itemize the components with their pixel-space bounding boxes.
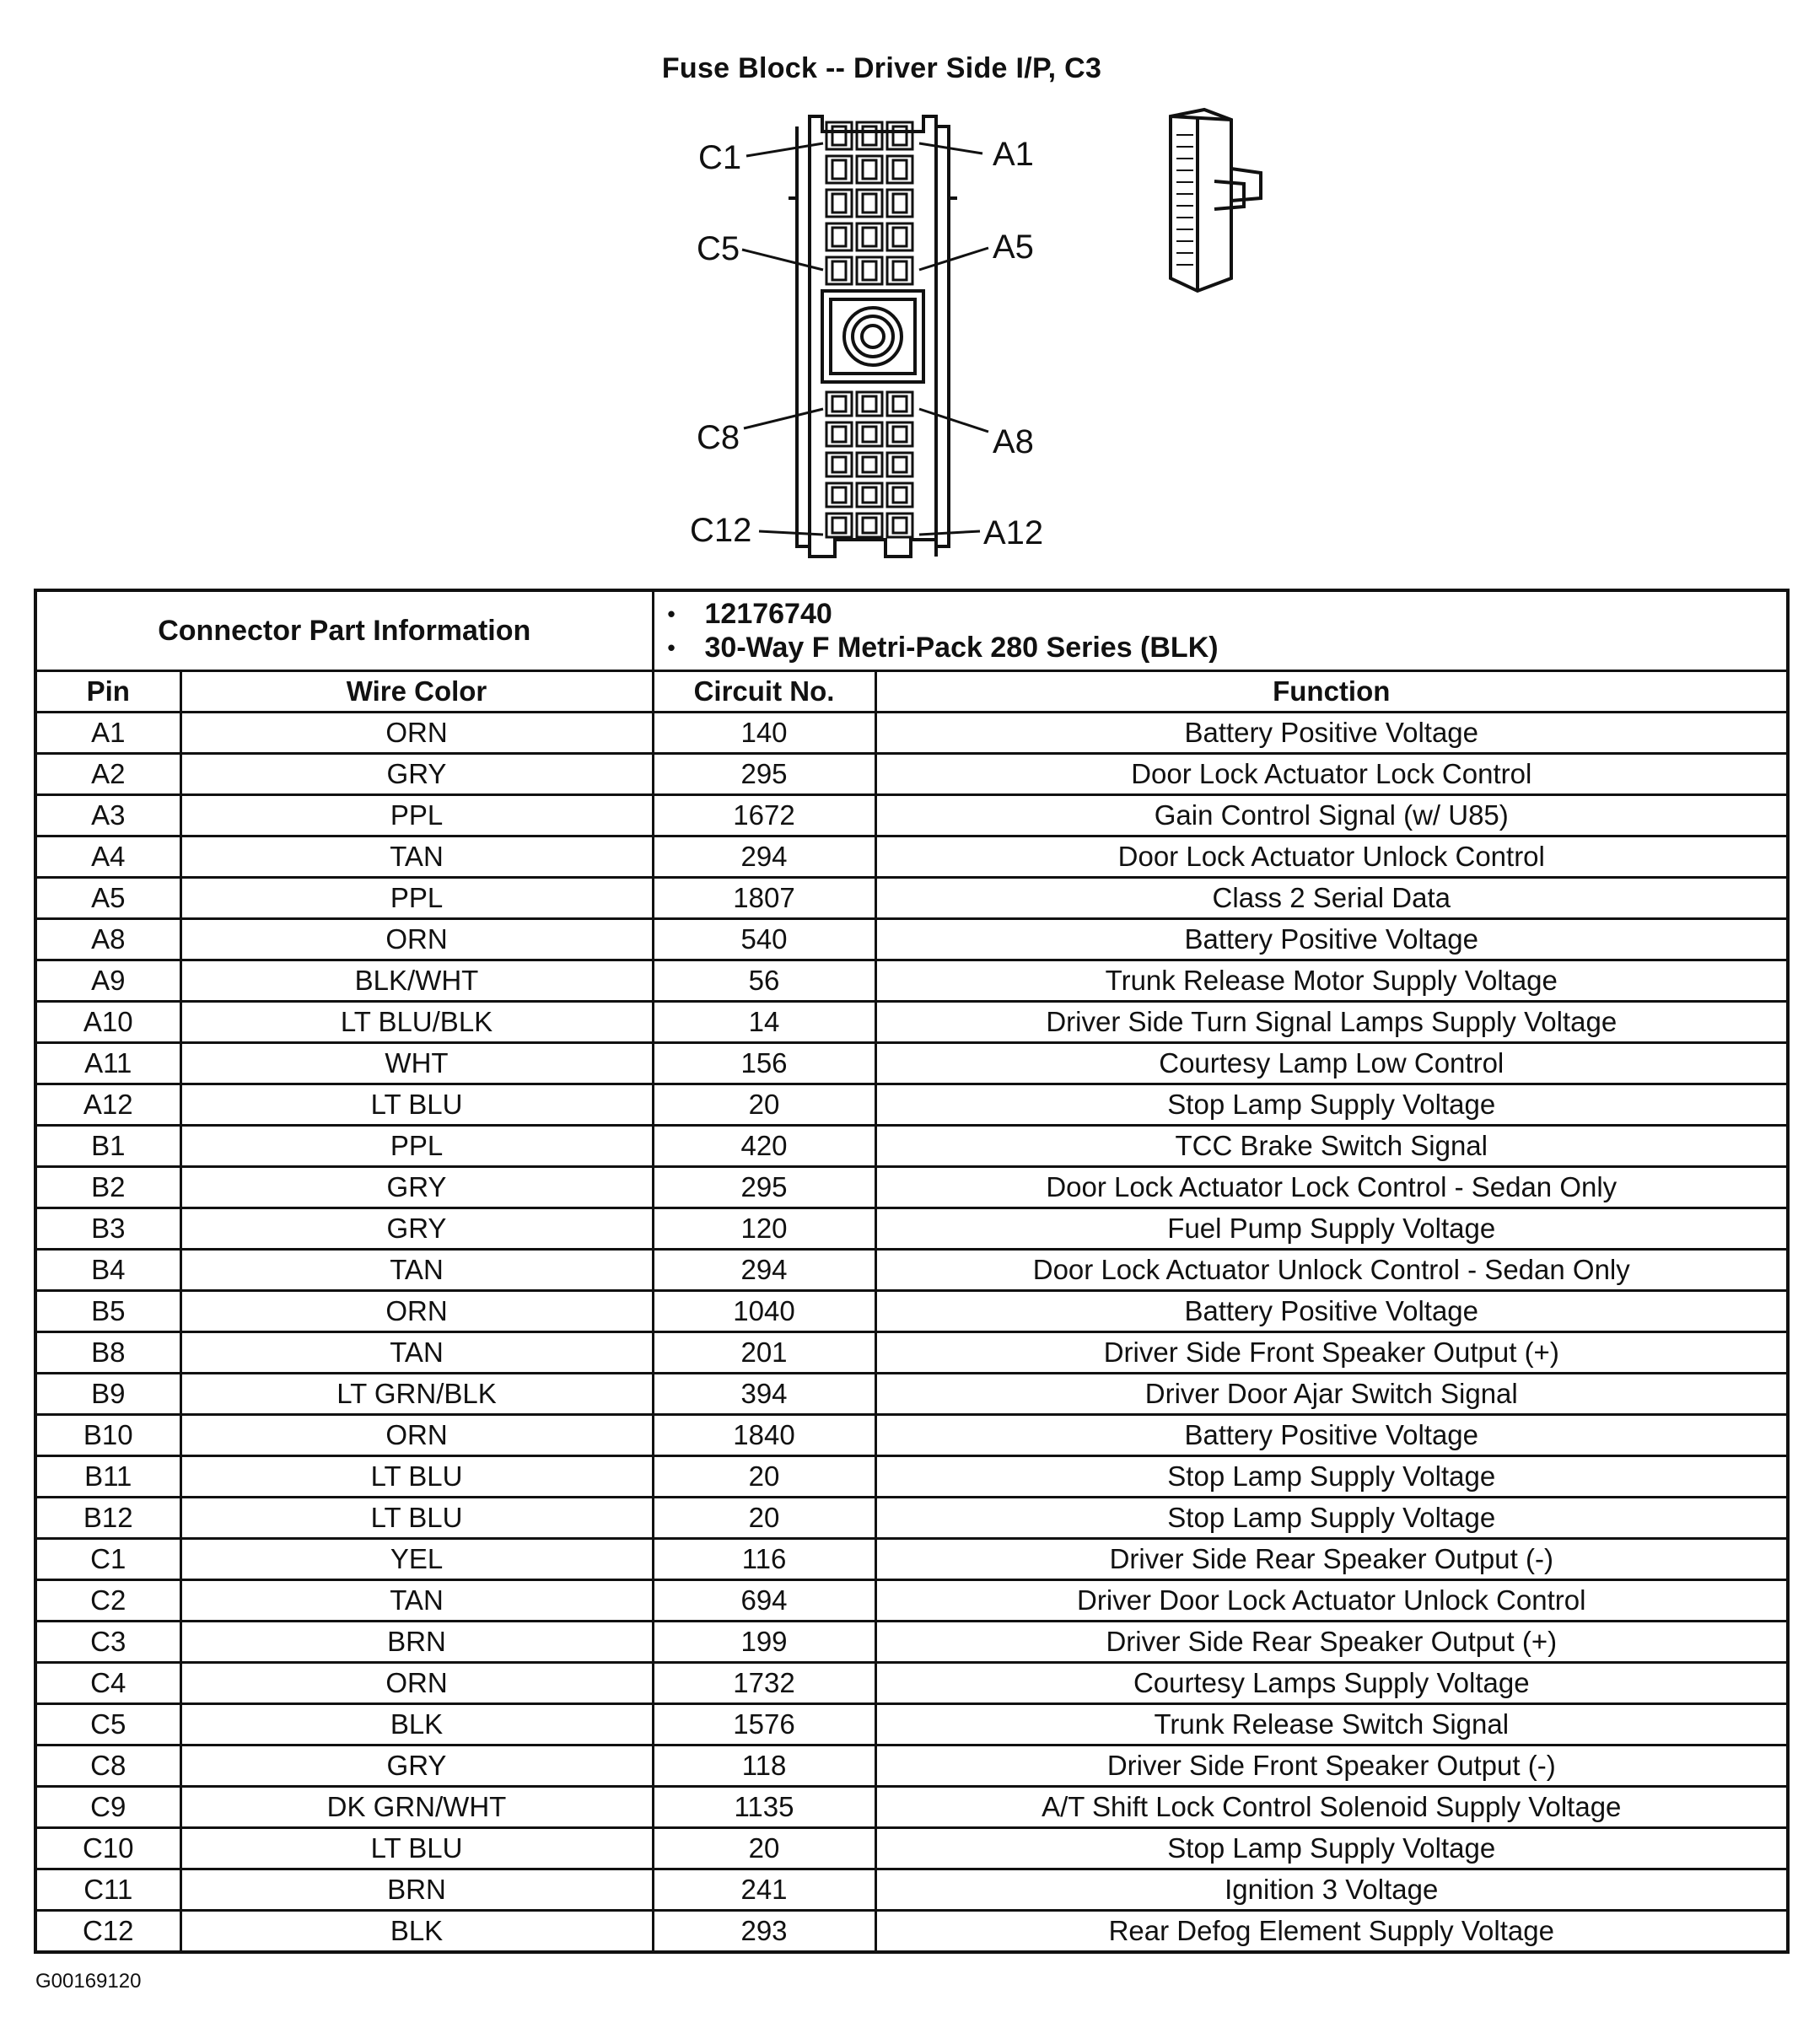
connector-part-number: • 12176740: [705, 597, 1787, 631]
table-row: [35, 1374, 1788, 1415]
table-row: [35, 1869, 1788, 1911]
table-row: [35, 713, 1788, 754]
connector-info-row: [35, 590, 1788, 671]
connector-info-items: [653, 590, 1788, 671]
pin-cell: B5: [35, 1291, 180, 1332]
pin-cell: C11: [35, 1869, 180, 1911]
callout-c1: C1: [698, 139, 742, 176]
table-row: [35, 1456, 1788, 1498]
table-row: [35, 1828, 1788, 1869]
function-cell: A/T Shift Lock Control Solenoid Supply Voltage: [875, 1787, 1788, 1828]
callout-c8: C8: [697, 419, 740, 456]
circuit-cell: 394: [653, 1374, 875, 1415]
function-cell: Door Lock Actuator Unlock Control - Sedan Only: [875, 1250, 1788, 1291]
cavity-terminal: [893, 396, 907, 411]
table-row: [35, 1745, 1788, 1787]
callout-a12: A12: [983, 514, 1044, 551]
function-cell: Driver Side Front Speaker Output (+): [875, 1332, 1788, 1374]
pin-cell: B2: [35, 1167, 180, 1208]
pin-cell: C5: [35, 1704, 180, 1745]
col-header-pin: Pin: [35, 671, 180, 713]
circuit-cell: 1672: [653, 795, 875, 836]
cavity-terminal: [832, 160, 846, 179]
function-cell: Driver Side Front Speaker Output (-): [875, 1745, 1788, 1787]
pin-cell: C10: [35, 1828, 180, 1869]
table-row: [35, 1704, 1788, 1745]
pin-cell: C4: [35, 1663, 180, 1704]
wire-color-cell: PPL: [180, 1126, 653, 1167]
function-cell: Class 2 Serial Data: [875, 878, 1788, 919]
wire-color-cell: GRY: [180, 1745, 653, 1787]
table-row: [35, 1208, 1788, 1250]
pin-cell: B4: [35, 1250, 180, 1291]
circuit-cell: 116: [653, 1539, 875, 1580]
table-row: [35, 1291, 1788, 1332]
wire-color-cell: PPL: [180, 795, 653, 836]
cavity-terminal: [893, 261, 907, 280]
cavity-terminal: [832, 427, 846, 442]
circuit-cell: 201: [653, 1332, 875, 1374]
function-cell: Stop Lamp Supply Voltage: [875, 1084, 1788, 1126]
circuit-cell: 156: [653, 1043, 875, 1084]
wire-color-cell: ORN: [180, 919, 653, 960]
circuit-cell: 420: [653, 1126, 875, 1167]
callout-c12: C12: [690, 512, 752, 549]
circuit-cell: 540: [653, 919, 875, 960]
pin-cell: B11: [35, 1456, 180, 1498]
circuit-cell: 20: [653, 1456, 875, 1498]
circuit-cell: 295: [653, 1167, 875, 1208]
function-cell: Rear Defog Element Supply Voltage: [875, 1911, 1788, 1953]
table-row: [35, 1043, 1788, 1084]
table-row: [35, 1539, 1788, 1580]
table-row: [35, 795, 1788, 836]
circuit-cell: 1040: [653, 1291, 875, 1332]
pin-cell: A8: [35, 919, 180, 960]
circuit-cell: 120: [653, 1208, 875, 1250]
table-row: [35, 1911, 1788, 1953]
pin-cell: A10: [35, 1002, 180, 1043]
table-row: [35, 1250, 1788, 1291]
function-cell: TCC Brake Switch Signal: [875, 1126, 1788, 1167]
callout-a8: A8: [993, 423, 1034, 460]
circuit-cell: 1840: [653, 1415, 875, 1456]
wire-color-cell: ORN: [180, 1415, 653, 1456]
col-header-function: Function: [875, 671, 1788, 713]
cavity-terminal: [832, 396, 846, 411]
circuit-cell: 199: [653, 1622, 875, 1663]
pinout-table: [34, 589, 1790, 1954]
wire-color-cell: ORN: [180, 1291, 653, 1332]
cavity-terminal: [893, 518, 907, 533]
cavity-terminal: [832, 518, 846, 533]
cavity-terminal: [863, 126, 876, 145]
wire-color-cell: LT BLU: [180, 1456, 653, 1498]
diagram-title: Fuse Block -- Driver Side I/P, C3: [661, 52, 1102, 84]
table-row: [35, 1498, 1788, 1539]
figure-code: G00169120: [35, 1970, 142, 1993]
pin-cell: B12: [35, 1498, 180, 1539]
cavity-terminal: [832, 126, 846, 145]
function-cell: Courtesy Lamps Supply Voltage: [875, 1663, 1788, 1704]
pin-cell: A11: [35, 1043, 180, 1084]
cavity-terminal: [893, 228, 907, 246]
wire-color-cell: PPL: [180, 878, 653, 919]
circuit-cell: 20: [653, 1084, 875, 1126]
table-row: [35, 1622, 1788, 1663]
connector-description: • 30-Way F Metri-Pack 280 Series (BLK): [705, 631, 1787, 664]
function-cell: Stop Lamp Supply Voltage: [875, 1828, 1788, 1869]
function-cell: Fuel Pump Supply Voltage: [875, 1208, 1788, 1250]
cavity-terminal: [832, 194, 846, 212]
circuit-cell: 118: [653, 1745, 875, 1787]
pin-cell: A4: [35, 836, 180, 878]
wire-color-cell: BRN: [180, 1622, 653, 1663]
column-header-row: [35, 671, 1788, 713]
connector-diagram: [0, 0, 1814, 582]
table-row: [35, 1787, 1788, 1828]
function-cell: Driver Door Ajar Switch Signal: [875, 1374, 1788, 1415]
pin-cell: C9: [35, 1787, 180, 1828]
function-cell: Battery Positive Voltage: [875, 919, 1788, 960]
function-cell: Door Lock Actuator Lock Control - Sedan Only: [875, 1167, 1788, 1208]
pin-cell: A1: [35, 713, 180, 754]
wire-color-cell: BRN: [180, 1869, 653, 1911]
cavity-terminal: [863, 228, 876, 246]
cavity-terminal: [832, 261, 846, 280]
function-cell: Courtesy Lamp Low Control: [875, 1043, 1788, 1084]
wire-color-cell: LT BLU/BLK: [180, 1002, 653, 1043]
circuit-cell: 241: [653, 1869, 875, 1911]
callout-c5: C5: [697, 230, 740, 267]
cavity-terminal: [863, 160, 876, 179]
wire-color-cell: TAN: [180, 1332, 653, 1374]
wire-color-cell: TAN: [180, 1580, 653, 1622]
function-cell: Trunk Release Motor Supply Voltage: [875, 960, 1788, 1002]
pin-cell: A3: [35, 795, 180, 836]
cavity-terminal: [893, 160, 907, 179]
cavity-terminal: [893, 487, 907, 503]
lower-cavity-grid: [826, 392, 912, 537]
pin-cell: C1: [35, 1539, 180, 1580]
col-header-wire-color: Wire Color: [180, 671, 653, 713]
circuit-cell: 1732: [653, 1663, 875, 1704]
function-cell: Battery Positive Voltage: [875, 713, 1788, 754]
circuit-cell: 295: [653, 754, 875, 795]
cavity-terminal: [863, 396, 876, 411]
cavity-terminal: [863, 427, 876, 442]
wire-color-cell: LT BLU: [180, 1084, 653, 1126]
wire-color-cell: GRY: [180, 1208, 653, 1250]
table-row: [35, 1332, 1788, 1374]
function-cell: Driver Door Lock Actuator Unlock Control: [875, 1580, 1788, 1622]
function-cell: Battery Positive Voltage: [875, 1415, 1788, 1456]
wire-color-cell: DK GRN/WHT: [180, 1787, 653, 1828]
wire-color-cell: BLK/WHT: [180, 960, 653, 1002]
pin-cell: B8: [35, 1332, 180, 1374]
col-header-circuit: Circuit No.: [653, 671, 875, 713]
table-row: [35, 1084, 1788, 1126]
pin-cell: B9: [35, 1374, 180, 1415]
pinout-rows: [35, 713, 1788, 1953]
pin-cell: C3: [35, 1622, 180, 1663]
pin-cell: B10: [35, 1415, 180, 1456]
table-row: [35, 1415, 1788, 1456]
pin-cell: C8: [35, 1745, 180, 1787]
pin-cell: A5: [35, 878, 180, 919]
cavity-terminal: [863, 457, 876, 472]
cavity-terminal: [832, 457, 846, 472]
table-row: [35, 836, 1788, 878]
circuit-cell: 56: [653, 960, 875, 1002]
wire-color-cell: YEL: [180, 1539, 653, 1580]
circuit-cell: 294: [653, 836, 875, 878]
table-row: [35, 1002, 1788, 1043]
wire-color-cell: ORN: [180, 713, 653, 754]
callout-a5: A5: [993, 229, 1034, 266]
table-row: [35, 960, 1788, 1002]
upper-cavity-grid: [826, 122, 912, 284]
pin-cell: A12: [35, 1084, 180, 1126]
wire-color-cell: TAN: [180, 836, 653, 878]
circuit-cell: 294: [653, 1250, 875, 1291]
wire-color-cell: LT BLU: [180, 1498, 653, 1539]
function-cell: Driver Side Rear Speaker Output (-): [875, 1539, 1788, 1580]
pin-cell: A2: [35, 754, 180, 795]
wire-color-cell: LT BLU: [180, 1828, 653, 1869]
wire-color-cell: BLK: [180, 1911, 653, 1953]
wire-color-cell: TAN: [180, 1250, 653, 1291]
table-row: [35, 754, 1788, 795]
table-row: [35, 1126, 1788, 1167]
function-cell: Battery Positive Voltage: [875, 1291, 1788, 1332]
cavity-terminal: [893, 194, 907, 212]
wire-color-cell: ORN: [180, 1663, 653, 1704]
cavity-terminal: [893, 427, 907, 442]
circuit-cell: 1135: [653, 1787, 875, 1828]
function-cell: Gain Control Signal (w/ U85): [875, 795, 1788, 836]
circuit-cell: 1807: [653, 878, 875, 919]
wire-color-cell: WHT: [180, 1043, 653, 1084]
cavity-terminal: [893, 457, 907, 472]
wire-color-cell: LT GRN/BLK: [180, 1374, 653, 1415]
pin-cell: B3: [35, 1208, 180, 1250]
pin-cell: A9: [35, 960, 180, 1002]
pin-cell: C12: [35, 1911, 180, 1953]
wire-color-cell: GRY: [180, 754, 653, 795]
cavity-terminal: [863, 194, 876, 212]
pin-cell: C2: [35, 1580, 180, 1622]
circuit-cell: 14: [653, 1002, 875, 1043]
function-cell: Stop Lamp Supply Voltage: [875, 1456, 1788, 1498]
callout-a1: A1: [993, 136, 1034, 173]
table-row: [35, 1167, 1788, 1208]
cavity-terminal: [832, 487, 846, 503]
function-cell: Trunk Release Switch Signal: [875, 1704, 1788, 1745]
circuit-cell: 20: [653, 1498, 875, 1539]
cavity-terminal: [863, 261, 876, 280]
circuit-cell: 20: [653, 1828, 875, 1869]
function-cell: Ignition 3 Voltage: [875, 1869, 1788, 1911]
function-cell: Door Lock Actuator Unlock Control: [875, 836, 1788, 878]
wire-color-cell: BLK: [180, 1704, 653, 1745]
circuit-cell: 293: [653, 1911, 875, 1953]
table-row: [35, 1663, 1788, 1704]
cavity-terminal: [863, 487, 876, 503]
cavity-terminal: [863, 518, 876, 533]
table-row: [35, 1580, 1788, 1622]
function-cell: Stop Lamp Supply Voltage: [875, 1498, 1788, 1539]
function-cell: Door Lock Actuator Lock Control: [875, 754, 1788, 795]
pin-cell: B1: [35, 1126, 180, 1167]
function-cell: Driver Side Rear Speaker Output (+): [875, 1622, 1788, 1663]
function-cell: Driver Side Turn Signal Lamps Supply Voltage: [875, 1002, 1788, 1043]
table-row: [35, 919, 1788, 960]
cavity-terminal: [893, 126, 907, 145]
wire-color-cell: GRY: [180, 1167, 653, 1208]
connector-info-label: Connector Part Information: [35, 590, 653, 671]
circuit-cell: 694: [653, 1580, 875, 1622]
connector-side-view: [1171, 110, 1261, 291]
circuit-cell: 1576: [653, 1704, 875, 1745]
cavity-terminal: [832, 228, 846, 246]
table-row: [35, 878, 1788, 919]
circuit-cell: 140: [653, 713, 875, 754]
